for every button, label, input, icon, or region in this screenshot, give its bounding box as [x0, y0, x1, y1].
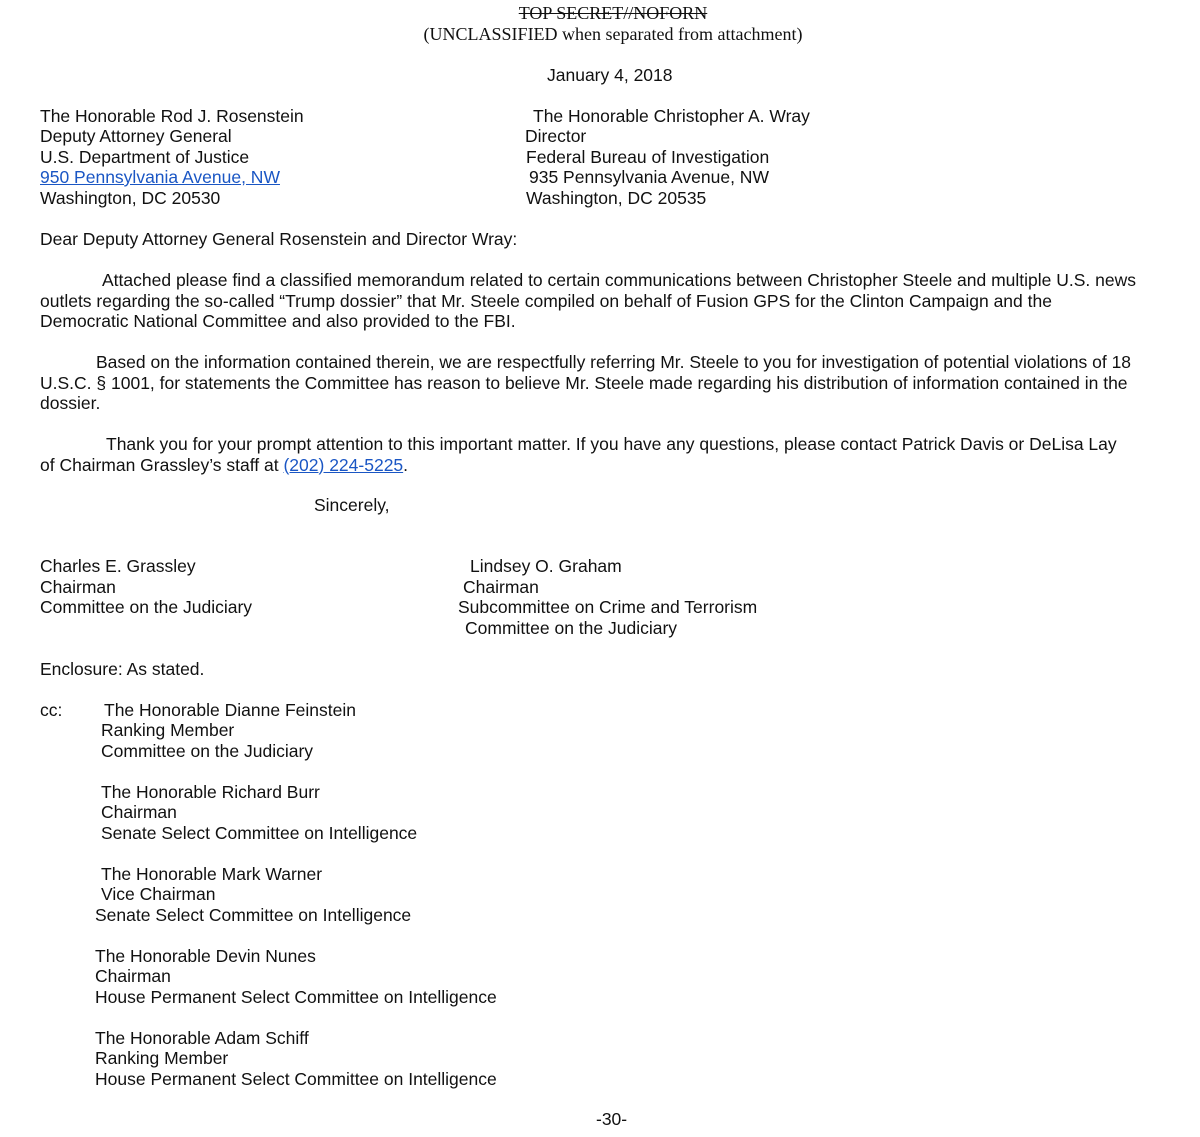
page-number: -30- [596, 1109, 628, 1129]
cc-name: The Honorable Devin Nunes [95, 946, 316, 966]
body-paragraph-1 [40, 270, 1180, 332]
paragraph-line: U.S.C. § 1001, for statements the Committee has reason to believe Mr. Steele made regarding his distribution of information contained in the [40, 372, 1128, 393]
paragraph-line: Based on the information contained therein, we are respectfully referring Mr. Steele to you for investigation of potential violations of 18 [96, 352, 1132, 372]
signer-title: Chairman [463, 577, 539, 597]
signer-committee: Committee on the Judiciary [465, 618, 678, 638]
cc-committee: Committee on the Judiciary [101, 741, 314, 761]
body-paragraph-2 [40, 352, 1180, 414]
signer-title: Chairman [40, 577, 116, 597]
phone-link[interactable]: (202) 224-5225 [283, 454, 404, 475]
paragraph-line: Thank you for your prompt attention to this important matter. If you have any questions, please contact Patrick Davis or DeLisa Lay [106, 434, 1117, 454]
recipient-org: U.S. Department of Justice [40, 147, 250, 167]
classification-marking: TOP SECRET//NOFORN [518, 3, 708, 23]
staff-text: of Chairman Grassley’s staff at [40, 454, 284, 475]
cc-committee: House Permanent Select Committee on Intelligence [95, 1069, 497, 1089]
cc-committee: Senate Select Committee on Intelligence [95, 905, 412, 925]
body-paragraph-3 [40, 434, 1180, 475]
address-link[interactable]: 950 Pennsylvania Avenue, NW [40, 167, 280, 187]
signer-subcommittee: Subcommittee on Crime and Terrorism [458, 597, 758, 617]
recipient-name: The Honorable Rod J. Rosenstein [40, 106, 304, 126]
cc-title: Vice Chairman [101, 884, 216, 904]
cc-title: Chairman [95, 966, 171, 986]
cc-label: cc: [40, 700, 63, 720]
classification-notice: (UNCLASSIFIED when separated from attachment) [423, 24, 803, 44]
salutation: Dear Deputy Attorney General Rosenstein and Director Wray: [40, 229, 518, 249]
cc-name: The Honorable Adam Schiff [95, 1028, 309, 1048]
cc-title: Ranking Member [95, 1048, 229, 1068]
signer-name: Charles E. Grassley [40, 556, 196, 576]
recipient-name: The Honorable Christopher A. Wray [533, 106, 810, 126]
cc-title: Chairman [101, 802, 177, 822]
paragraph-line: Democratic National Committee and also provided to the FBI. [40, 311, 516, 331]
recipient-street: 935 Pennsylvania Avenue, NW [529, 167, 769, 187]
signer-name: Lindsey O. Graham [470, 556, 622, 576]
paragraph-line: outlets regarding the so-called “Trump dossier” that Mr. Steele compiled on behalf of Fusion GPS for the Clinton Campaign and the [40, 290, 1052, 311]
enclosure-note: Enclosure: As stated. [40, 659, 205, 679]
closing: Sincerely, [314, 495, 390, 515]
period-text: . [403, 454, 409, 475]
recipient-title: Deputy Attorney General [40, 126, 232, 146]
cc-committee: House Permanent Select Committee on Intelligence [95, 987, 497, 1007]
cc-name: The Honorable Richard Burr [101, 782, 320, 802]
cc-committee: Senate Select Committee on Intelligence [101, 823, 418, 843]
cc-name: The Honorable Mark Warner [101, 864, 323, 884]
paragraph-line: dossier. [40, 393, 101, 413]
recipient-title: Director [525, 126, 587, 146]
recipient-org: Federal Bureau of Investigation [526, 147, 770, 167]
recipient-city: Washington, DC 20535 [526, 188, 707, 208]
paragraph-line: Attached please find a classified memorandum related to certain communications between Christopher Steele and multiple U.S. news [102, 270, 1137, 290]
cc-name: The Honorable Dianne Feinstein [104, 700, 356, 720]
letter-date: January 4, 2018 [547, 65, 673, 85]
recipient-city: Washington, DC 20530 [40, 188, 221, 208]
signer-committee: Committee on the Judiciary [40, 597, 253, 617]
paragraph-line [40, 455, 1180, 476]
cc-title: Ranking Member [101, 720, 235, 740]
